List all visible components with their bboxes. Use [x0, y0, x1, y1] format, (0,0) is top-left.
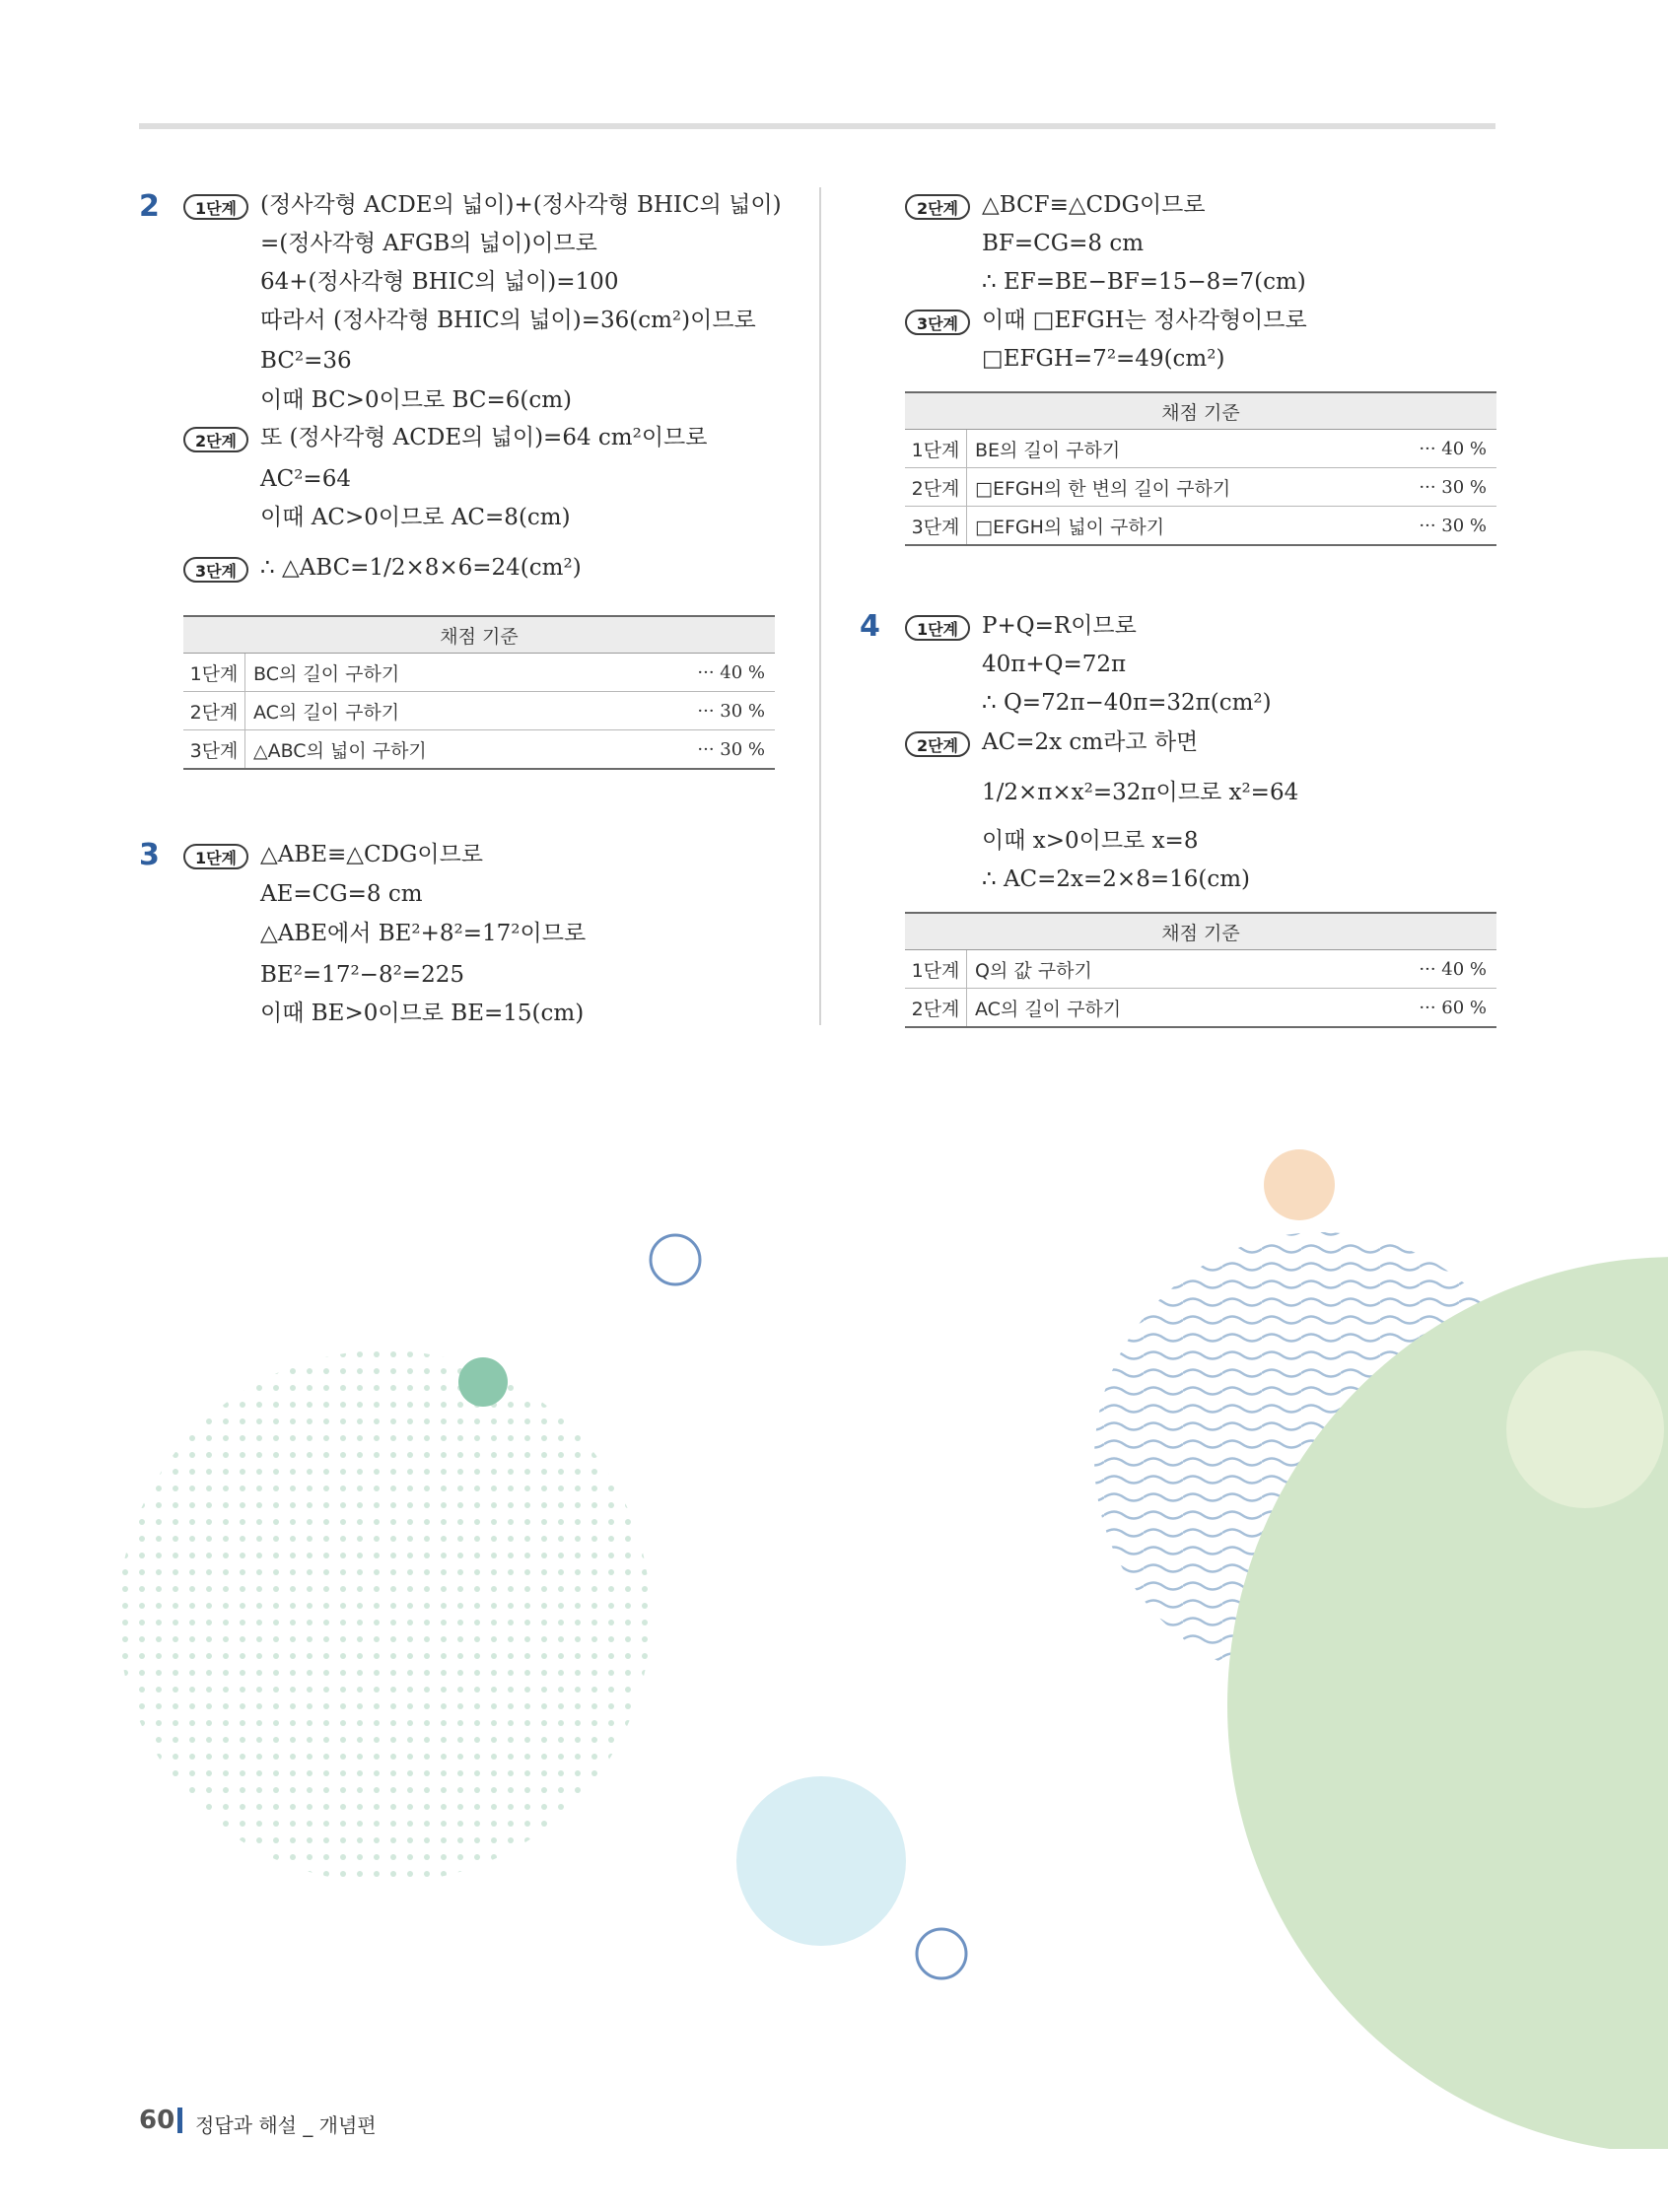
light-blue-circle [736, 1776, 906, 1946]
step-badge: 1단계 [183, 194, 248, 220]
table-cell: 2단계 [183, 692, 245, 730]
page-number: 60 [139, 2106, 175, 2135]
step-badge: 1단계 [905, 615, 970, 641]
footer-title: 정답과 해설 _ 개념편 [195, 2113, 377, 2137]
table-cell: ··· 30 % [610, 692, 775, 730]
solution-line: △ABE≡△CDG이므로 [260, 842, 484, 867]
solution-line: =(정사각형 AFGB의 넓이)이므로 [260, 231, 597, 256]
solution-line: ∴ EF=BE−BF=15−8=7(cm) [982, 269, 1306, 295]
table-cell: ··· 60 % [1314, 989, 1496, 1028]
decorative-circles-illustration [0, 1045, 1668, 2149]
solution-line: △BCF≡△CDG이므로 [982, 192, 1206, 218]
solution-line: ∴ Q=72π−40π=32π(cm²) [982, 690, 1272, 716]
solution-line: 이때 AC>0이므로 AC=8(cm) [260, 505, 571, 530]
peach-dot [1264, 1149, 1335, 1220]
step-badge: 2단계 [183, 427, 248, 452]
step-badge: 3단계 [183, 557, 248, 583]
solution-line: △ABE에서 BE²+8²=17²이므로 [260, 921, 587, 946]
table-cell: 1단계 [905, 430, 967, 468]
table-cell: □EFGH의 넓이 구하기 [967, 507, 1370, 546]
pale-green-circle [1506, 1350, 1664, 1508]
solution-line: ∴ △ABC=1/2×8×6=24(cm²) [260, 555, 582, 581]
grading-table-2 [183, 615, 775, 770]
step-badge: 3단계 [905, 310, 970, 335]
dotted-circle [118, 1350, 651, 1883]
solution-line: 1/2×π×x²=32π이므로 x²=64 [982, 780, 1299, 805]
table-cell: 1단계 [905, 950, 967, 989]
table-cell: △ABC의 넓이 구하기 [245, 730, 611, 770]
table-cell: AC의 길이 구하기 [245, 692, 611, 730]
solution-line: BF=CG=8 cm [982, 231, 1145, 256]
table-row [905, 950, 1496, 989]
solution-line: 따라서 (정사각형 BHIC의 넓이)=36(cm²)이므로 [260, 308, 756, 333]
table-cell: BC의 길이 구하기 [245, 654, 611, 692]
table-cell: □EFGH의 한 변의 길이 구하기 [967, 468, 1370, 507]
table-cell: ··· 40 % [610, 654, 775, 692]
table-cell: AC의 길이 구하기 [967, 989, 1314, 1028]
table-row [183, 692, 775, 730]
problem-number: 4 [860, 609, 880, 644]
ring-circle [917, 1929, 966, 1978]
table-row [183, 730, 775, 770]
table-cell: ··· 30 % [610, 730, 775, 770]
step-badge: 2단계 [905, 731, 970, 757]
solution-line: 40π+Q=72π [982, 652, 1127, 677]
solution-line: □EFGH=7²=49(cm²) [982, 346, 1225, 372]
table-cell: 2단계 [905, 989, 967, 1028]
table-cell: Q의 값 구하기 [967, 950, 1314, 989]
solution-line: 이때 BE>0이므로 BE=15(cm) [260, 1001, 585, 1026]
table-cell: ··· 40 % [1314, 950, 1496, 989]
solution-line: 이때 x>0이므로 x=8 [982, 828, 1199, 854]
solution-line: 또 (정사각형 ACDE의 넓이)=64 cm²이므로 [260, 425, 708, 450]
teal-dot [458, 1357, 508, 1407]
footer-divider [177, 2108, 182, 2133]
table-cell: 3단계 [905, 507, 967, 546]
solution-line: AC=2x cm라고 하면 [982, 729, 1199, 755]
table-cell: BE의 길이 구하기 [967, 430, 1370, 468]
column-divider [819, 187, 821, 1025]
step-badge: 2단계 [905, 194, 970, 220]
table-cell: ··· 30 % [1370, 468, 1497, 507]
grading-header: 채점 기준 [905, 392, 1496, 430]
step-badge: 1단계 [183, 844, 248, 869]
solution-line: P+Q=R이므로 [982, 613, 1137, 639]
solution-line: AC²=64 [260, 466, 351, 492]
grading-header: 채점 기준 [183, 616, 775, 654]
top-rule [139, 123, 1495, 129]
table-cell: 1단계 [183, 654, 245, 692]
solution-line: BC²=36 [260, 348, 352, 374]
solution-line: AE=CG=8 cm [260, 881, 423, 907]
solution-line: (정사각형 ACDE의 넓이)+(정사각형 BHIC의 넓이) [260, 192, 782, 218]
table-row [905, 468, 1496, 507]
table-cell: 2단계 [905, 468, 967, 507]
solution-line: BE²=17²−8²=225 [260, 962, 464, 988]
table-cell: ··· 30 % [1370, 507, 1497, 546]
solution-line: 이때 □EFGH는 정사각형이므로 [982, 308, 1307, 333]
problem-number: 3 [139, 838, 160, 872]
grading-table-4 [905, 912, 1496, 1028]
solution-line: 이때 BC>0이므로 BC=6(cm) [260, 387, 573, 413]
table-row [905, 989, 1496, 1028]
table-row [905, 507, 1496, 546]
solution-line: 64+(정사각형 BHIC의 넓이)=100 [260, 269, 619, 295]
problem-number: 2 [139, 189, 160, 224]
table-cell: ··· 40 % [1370, 430, 1497, 468]
table-row [183, 654, 775, 692]
ring-circle [651, 1235, 700, 1284]
grading-header: 채점 기준 [905, 913, 1496, 950]
table-cell: 3단계 [183, 730, 245, 770]
solution-line: ∴ AC=2x=2×8=16(cm) [982, 866, 1251, 892]
grading-table-3 [905, 391, 1496, 546]
table-row [905, 430, 1496, 468]
